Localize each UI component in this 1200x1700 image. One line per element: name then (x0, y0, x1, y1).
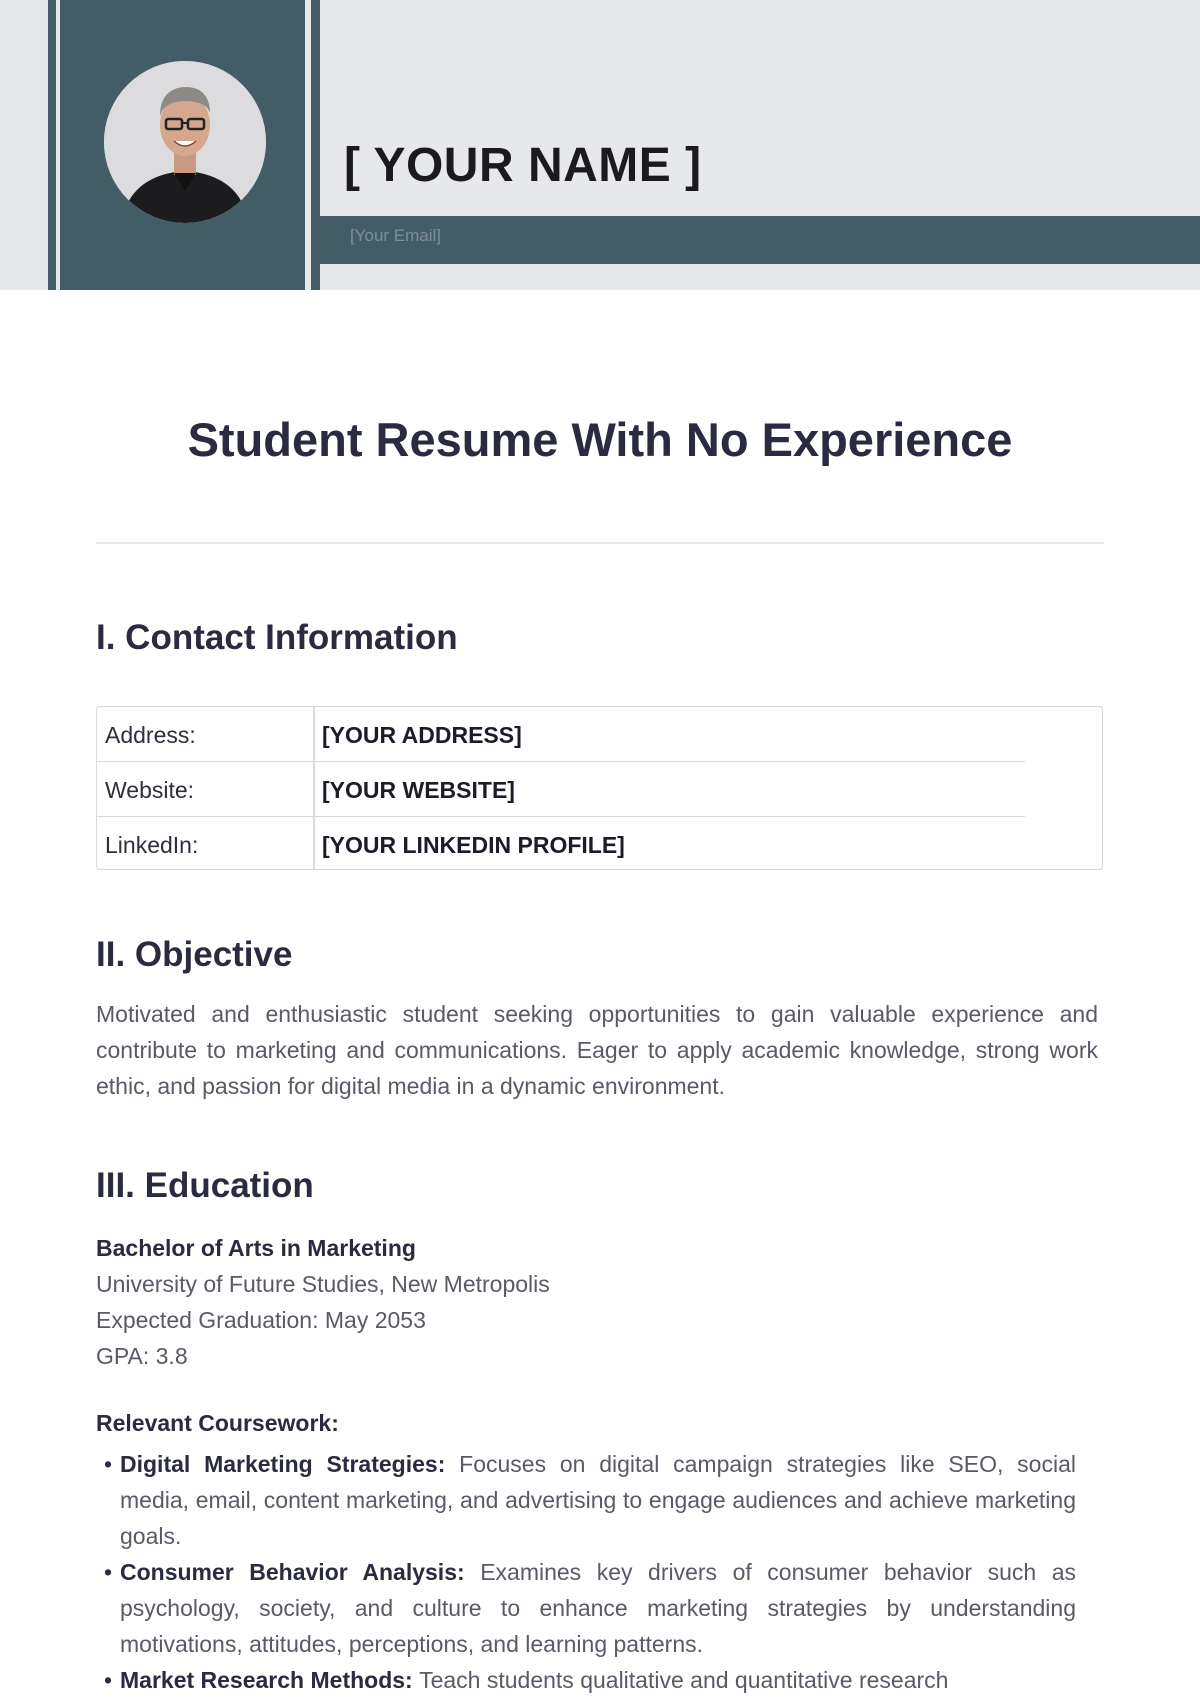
person-portrait-icon (104, 61, 266, 223)
section-heading-objective: II. Objective (96, 935, 293, 974)
section-heading-contact: I. Contact Information (96, 618, 458, 657)
title-divider (96, 542, 1104, 544)
list-item (96, 1446, 1076, 1554)
bullet-icon: • (104, 1667, 113, 1693)
contact-table (96, 706, 1103, 870)
objective-text: Motivated and enthusiastic student seeking opportunities to gain valuable experience and contribute to marketing and communications. Eager to apply academic knowledge, strong work ethic, and passion for digital media in a dynamic environment. (96, 1001, 1098, 1099)
course-description: Focuses on digital campaign strategies like SEO, social media, email, content marketing, and advertising to engage audiences and achieve marketing goals. (120, 1451, 1076, 1549)
stripe-line-left (56, 0, 60, 290)
bullet-icon: • (104, 1451, 113, 1477)
coursework-heading: Relevant Coursework: (96, 1410, 339, 1436)
contact-value-linkedin: [YOUR LINKEDIN PROFILE] (322, 832, 625, 858)
bullet-icon: • (104, 1559, 113, 1585)
contact-value-website: [YOUR WEBSITE] (322, 777, 515, 803)
avatar (104, 61, 266, 223)
stripe-line-right (305, 0, 311, 290)
course-name: Digital Marketing Strategies: (120, 1451, 460, 1477)
contact-label-address: Address: (105, 722, 196, 748)
table-row (97, 707, 1102, 762)
email-band (320, 216, 1200, 264)
list-item (96, 1662, 1076, 1698)
page-title: Student Resume With No Experience (187, 413, 1013, 466)
section-heading-education: III. Education (96, 1166, 314, 1205)
education-details (96, 1230, 550, 1374)
course-description: Teach students qualitative and quantitative research (419, 1667, 949, 1693)
course-name: Consumer Behavior Analysis: (120, 1559, 481, 1585)
contact-label-linkedin: LinkedIn: (105, 832, 199, 858)
resume-email: [Your Email] (350, 226, 442, 245)
table-row (97, 817, 1102, 872)
education-gpa: GPA: 3.8 (96, 1343, 188, 1369)
course-description: Examines key drivers of consumer behavior such as psychology, society, and culture to enhance marketing strategies by understanding motivations, attitudes, perceptions, and learning patterns. (120, 1559, 1076, 1657)
list-item (96, 1554, 1076, 1662)
education-school: University of Future Studies, New Metropolis (96, 1271, 550, 1297)
table-row (97, 762, 1102, 817)
education-degree: Bachelor of Arts in Marketing (96, 1235, 416, 1261)
resume-name: [ YOUR NAME ] (344, 139, 702, 192)
coursework-list (96, 1446, 1076, 1698)
education-graduation: Expected Graduation: May 2053 (96, 1307, 426, 1333)
course-name: Market Research Methods: (120, 1667, 420, 1693)
contact-value-address: [YOUR ADDRESS] (322, 722, 522, 748)
contact-label-website: Website: (105, 777, 195, 803)
